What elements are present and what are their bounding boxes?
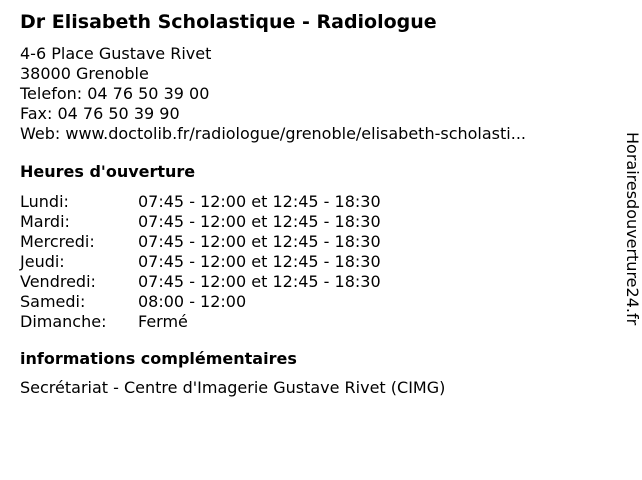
page-title: Dr Elisabeth Scholastique - Radiologue [20, 11, 437, 33]
day-label: Mercredi: [20, 232, 95, 251]
info-text: Secrétariat - Centre d'Imagerie Gustave Rivet (CIMG) [20, 378, 446, 397]
site-watermark: Horairesdouverture24.fr [623, 132, 642, 326]
hours-row-saturday [20, 292, 600, 312]
hours-table [20, 192, 600, 332]
day-hours: 08:00 - 12:00 [138, 292, 247, 311]
day-label: Lundi: [20, 192, 69, 211]
hours-row-monday [20, 192, 600, 212]
website-link[interactable]: Web: www.doctolib.fr/radiologue/grenoble/elisabeth-scholasti... [20, 124, 526, 143]
day-hours: 07:45 - 12:00 et 12:45 - 18:30 [138, 192, 381, 211]
day-label: Dimanche: [20, 312, 107, 331]
day-hours: 07:45 - 12:00 et 12:45 - 18:30 [138, 272, 381, 291]
address-city: 38000 Grenoble [20, 64, 149, 83]
day-hours: 07:45 - 12:00 et 12:45 - 18:30 [138, 232, 381, 251]
business-listing [20, 10, 600, 398]
phone-number: Telefon: 04 76 50 39 00 [20, 84, 210, 103]
day-label: Samedi: [20, 292, 86, 311]
hours-row-sunday [20, 312, 600, 332]
day-label: Mardi: [20, 212, 70, 231]
hours-row-thursday [20, 252, 600, 272]
fax-number: Fax: 04 76 50 39 90 [20, 104, 180, 123]
day-hours: 07:45 - 12:00 et 12:45 - 18:30 [138, 252, 381, 271]
day-label: Jeudi: [20, 252, 65, 271]
day-label: Vendredi: [20, 272, 96, 291]
contact-block [20, 44, 600, 144]
hours-row-friday [20, 272, 600, 292]
day-hours: Fermé [138, 312, 188, 331]
info-heading: informations complémentaires [20, 349, 297, 368]
hours-row-wednesday [20, 232, 600, 252]
address-street: 4-6 Place Gustave Rivet [20, 44, 212, 63]
hours-heading: Heures d'ouverture [20, 162, 196, 181]
day-hours: 07:45 - 12:00 et 12:45 - 18:30 [138, 212, 381, 231]
hours-row-tuesday [20, 212, 600, 232]
